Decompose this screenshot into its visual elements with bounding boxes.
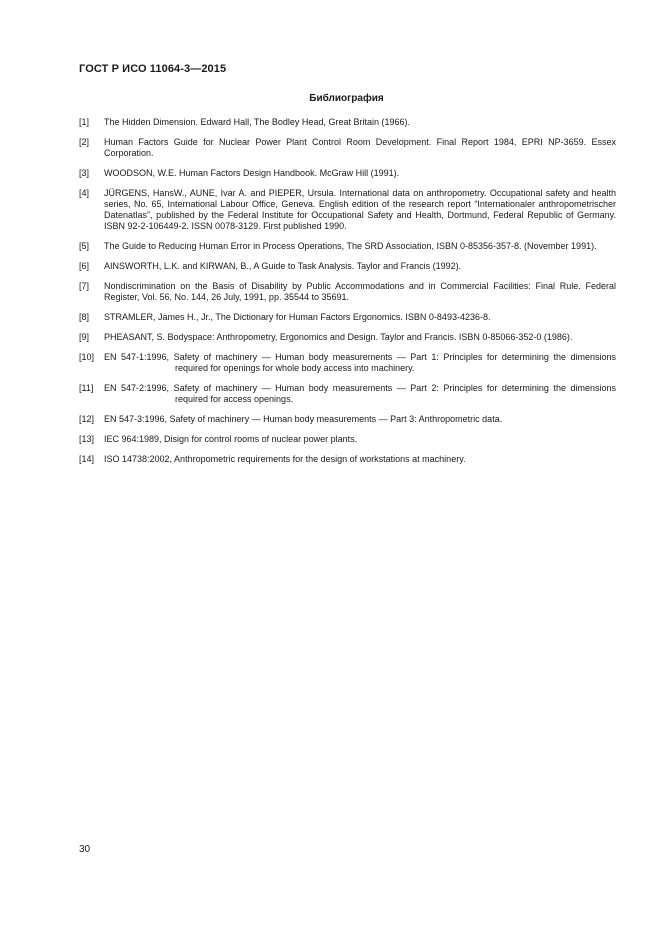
reference-text: EN 547-2:1996, Safety of machinery — Human body measurements — Part 2: Principles for determining the dimensions required for access openings.	[104, 383, 616, 404]
reference-text: STRAMLER, James H., Jr., The Dictionary for Human Factors Ergonomics. ISBN 0-8493-4236-8.	[104, 312, 491, 322]
reference-item	[79, 312, 616, 323]
reference-list	[79, 117, 616, 474]
reference-number: [13]	[79, 434, 95, 444]
reference-number: [4]	[79, 188, 90, 198]
reference-text: ISO 14738:2002, Anthropometric requirements for the design of workstations at machinery.	[104, 454, 466, 464]
reference-text: JÜRGENS, HansW., AUNE, Ivar A. and PIEPER, Ursula. International data on anthropometry. Occupational safety and health series, No. 65, International Labour Office, Geneva. English edition of the research report “Internationaler anthropometrischer Datenatlas”, published by the Federal Institute for Occupational Safety and Health, Dortmund, Federal Republic of Germany. ISBN 92-2-106449-2. ISSN 0078-3129. First published 1990.	[104, 188, 616, 231]
reference-item	[79, 117, 616, 128]
reference-text: PHEASANT, S. Bodyspace: Anthropometry, Ergonomics and Design. Taylor and Francis. ISBN 0-85066-352-0 (1986).	[104, 332, 573, 342]
reference-number: [2]	[79, 137, 90, 147]
reference-text: EN 547-1:1996, Safety of machinery — Human body measurements — Part 1: Principles for determining the dimensions required for openings for whole body access into machinery.	[104, 352, 616, 373]
reference-number: [5]	[79, 241, 90, 251]
reference-number: [10]	[79, 352, 95, 362]
reference-number: [9]	[79, 332, 90, 342]
reference-text: The Hidden Dimension. Edward Hall, The Bodley Head, Great Britain (1966).	[104, 117, 410, 127]
reference-text: IEC 964:1989, Disign for control rooms of nuclear power plants.	[104, 434, 358, 444]
reference-number: [8]	[79, 312, 90, 322]
reference-item	[79, 168, 616, 179]
reference-text: Human Factors Guide for Nuclear Power Plant Control Room Development. Final Report 1984, EPRI NP-3659. Essex Corporation.	[104, 137, 616, 158]
reference-number: [3]	[79, 168, 90, 178]
reference-number: [12]	[79, 414, 95, 424]
reference-item	[79, 414, 616, 425]
reference-text: Nondiscrimination on the Basis of Disability by Public Accommodations and in Commercial Facilities: Final Rule. Federal Register, Vol. 56, No. 144, 26 July, 1991, pp. 35544 to 35691.	[104, 281, 616, 302]
reference-item	[79, 434, 616, 445]
reference-text: The Guide to Reducing Human Error in Process Operations, The SRD Association, ISBN 0-85356-357-8. (November 1991).	[104, 241, 597, 251]
reference-number: [6]	[79, 261, 90, 271]
reference-item	[79, 352, 616, 374]
standard-header: ГОСТ Р ИСО 11064-3—2015	[79, 63, 227, 75]
reference-item	[79, 383, 616, 405]
reference-item	[79, 332, 616, 343]
bibliography-title: Библиография	[309, 93, 384, 104]
reference-text: EN 547-3:1996, Safety of machinery — Human body measurements — Part 3: Anthropometric data.	[104, 414, 503, 424]
reference-number: [7]	[79, 281, 90, 291]
reference-number: [11]	[79, 383, 94, 393]
reference-number: [14]	[79, 454, 95, 464]
reference-number: [1]	[79, 117, 90, 127]
reference-item	[79, 454, 616, 465]
reference-text: AINSWORTH, L.K. and KIRWAN, B., A Guide to Task Analysis. Taylor and Francis (1992).	[104, 261, 462, 271]
page-number: 30	[79, 844, 91, 855]
reference-item	[79, 281, 616, 303]
reference-item	[79, 261, 616, 272]
reference-text: WOODSON, W.E. Human Factors Design Handbook. McGraw Hill (1991).	[104, 168, 400, 178]
reference-item	[79, 137, 616, 159]
reference-item	[79, 188, 616, 232]
reference-item	[79, 241, 616, 252]
